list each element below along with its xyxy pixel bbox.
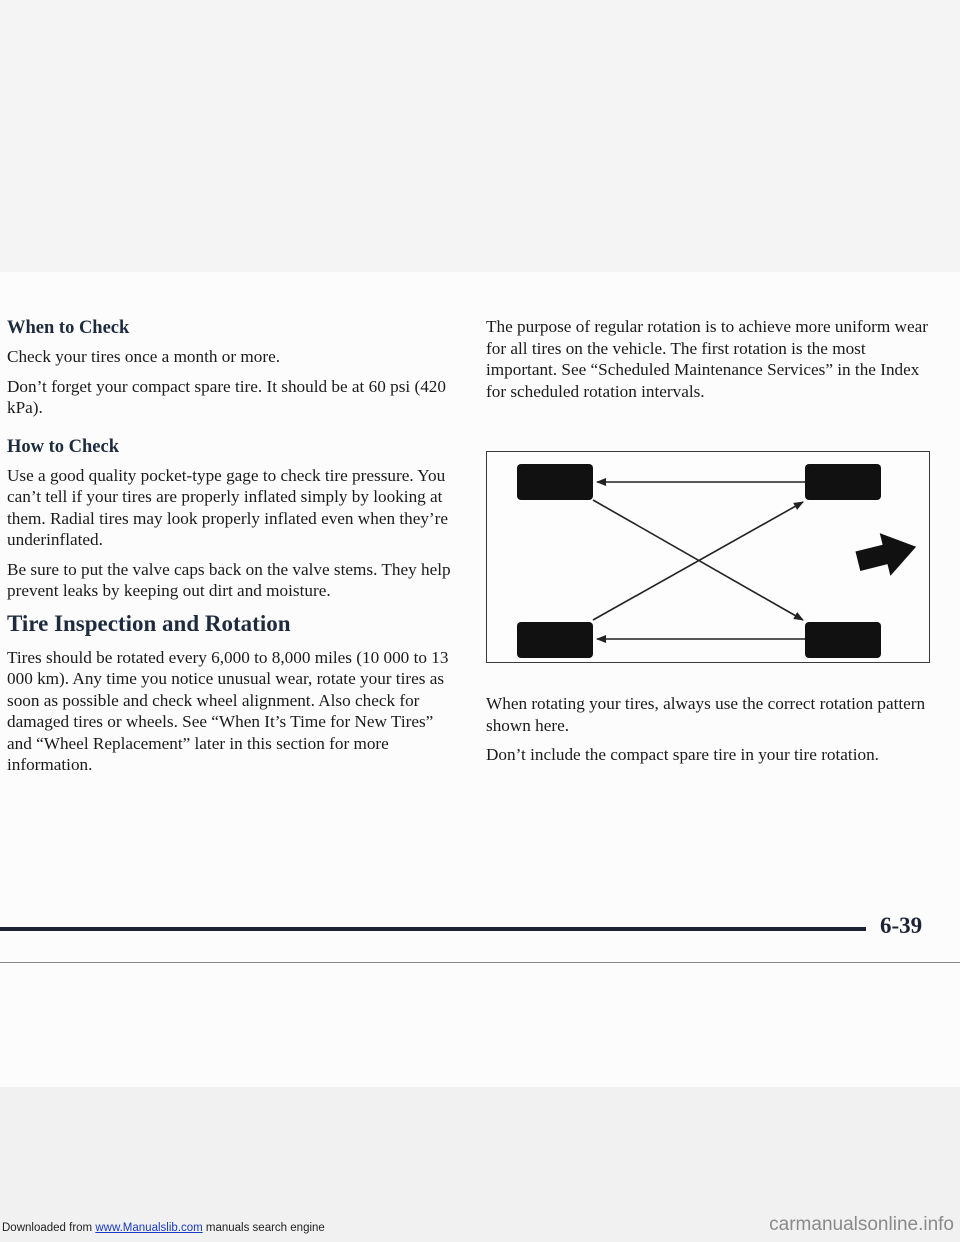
download-credit-suffix: manuals search engine xyxy=(202,1222,325,1234)
rotation-pattern-paragraph: When rotating your tires, always use the correct rotation pattern shown here. xyxy=(486,694,926,735)
when-to-check-heading: When to Check xyxy=(7,318,130,338)
manualslib-link[interactable]: www.Manualslib.com xyxy=(95,1222,203,1234)
download-credit xyxy=(2,1222,325,1234)
section-title: Tire Inspection and Rotation xyxy=(7,610,291,636)
how-to-check-heading: How to Check xyxy=(7,436,120,457)
page-top-margin xyxy=(0,0,960,272)
tire-block-icon xyxy=(517,464,593,500)
watermark-text: carmanualsonline.info xyxy=(769,1214,954,1235)
rotation-purpose-paragraph: The purpose of regular rotation is to achieve more uniform wear for all tires on the vehicle. The first rotation is the most important. See “Scheduled Maintenance Services” in the Index for scheduled rotation intervals. xyxy=(486,317,928,401)
tire-rotation-diagram xyxy=(486,451,930,663)
spare-tire-paragraph: Don’t include the compact spare tire in your tire rotation. xyxy=(486,745,879,764)
download-credit-prefix: Downloaded from xyxy=(2,1222,96,1234)
tire-block-icon xyxy=(805,464,881,500)
right-column-lower xyxy=(486,693,936,774)
scan-edge-line xyxy=(0,962,960,963)
how-to-check-paragraph-2: Be sure to put the valve caps back on the valve stems. They help prevent leaks by keeping out dirt and moisture. xyxy=(7,559,451,600)
tire-block-icon xyxy=(517,622,593,658)
footer-rule xyxy=(0,927,866,931)
forward-arrow-icon xyxy=(853,525,922,582)
left-column xyxy=(7,316,459,784)
rotation-pattern-svg xyxy=(487,452,928,661)
how-to-check-paragraph-1: Use a good quality pocket-type gage to check tire pressure. You can’t tell if your tires are properly inflated simply by looking at them. Radial tires may look properly inflated even when they’re underinflated. xyxy=(7,465,449,549)
section-paragraph: Tires should be rotated every 6,000 to 8,000 miles (10 000 to 13 000 km). Any time you notice unusual wear, rotate your tires as soon as possible and check wheel alignment. Also check for damaged tires or wheels. See “When It’s Time for New Tires” and “Wheel Replacement” later in this section for more information. xyxy=(7,647,449,774)
when-to-check-paragraph-1: Check your tires once a month or more. xyxy=(7,347,281,366)
when-to-check-paragraph-2: Don’t forget your compact spare tire. It should be at 60 psi (420 kPa). xyxy=(7,376,446,417)
tire-block-icon xyxy=(805,622,881,658)
page-number: 6-39 xyxy=(880,913,923,938)
right-column xyxy=(486,316,934,410)
